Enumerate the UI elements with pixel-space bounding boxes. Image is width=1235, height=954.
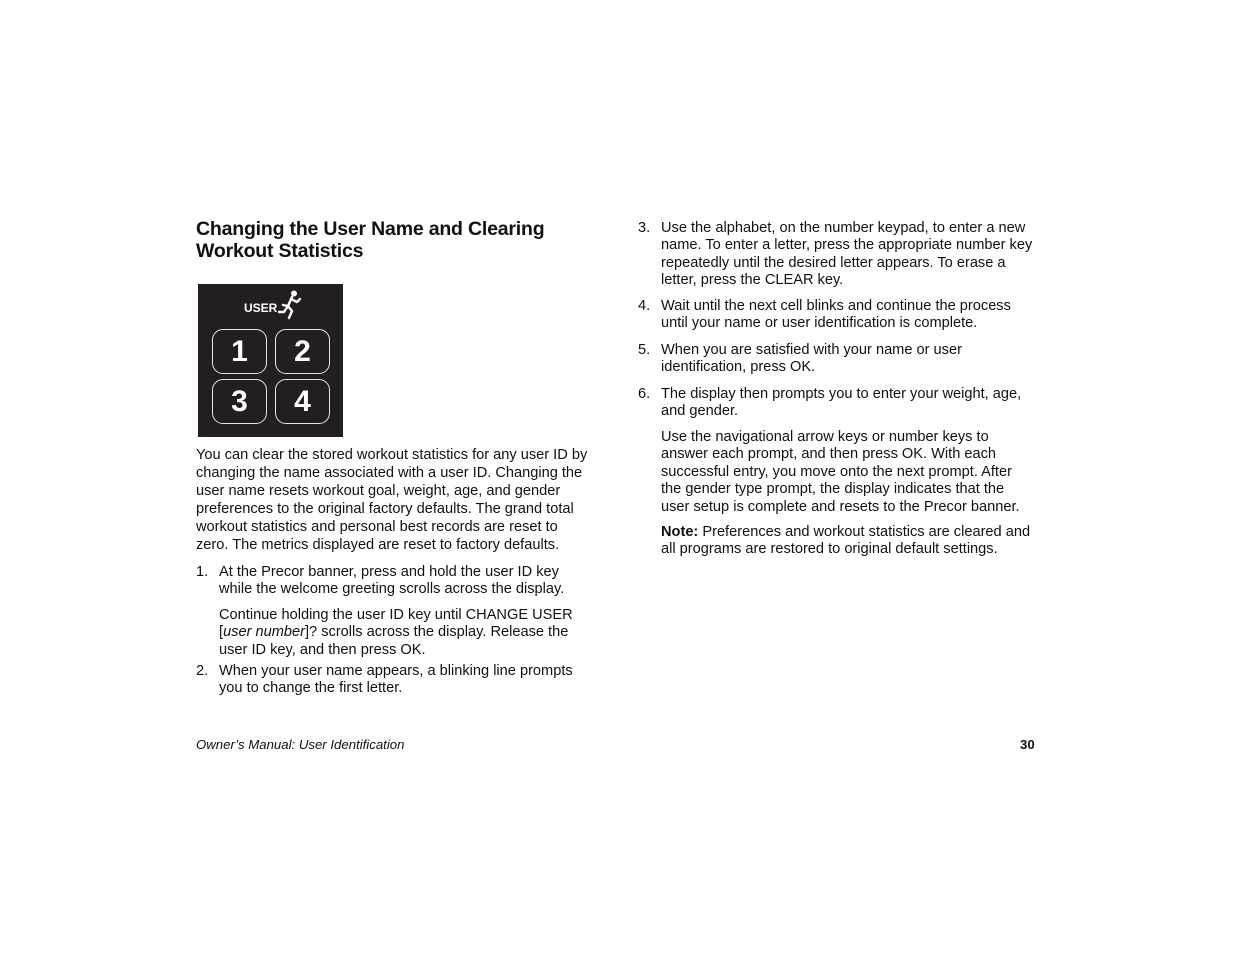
- step-number: 5.: [638, 342, 651, 358]
- heading-line-1: Changing the User Name and Clearing: [196, 218, 545, 240]
- user-keypad-illustration: [198, 284, 343, 437]
- step-number: 6.: [638, 386, 651, 402]
- step-line: Continue holding the user ID key until CHANGE USER: [219, 607, 573, 623]
- step-line: name. To enter a letter, press the appropriate number key: [661, 237, 1033, 254]
- step-line: Use the navigational arrow keys or number keys to: [661, 429, 989, 445]
- step-line: until your name or user identification is complete.: [661, 315, 978, 332]
- step-number: 2.: [196, 663, 209, 679]
- user-number-placeholder: user number: [223, 624, 305, 641]
- intro-line: user name resets workout goal, weight, age, and gender: [196, 482, 561, 499]
- step-line: while the welcome greeting scrolls across the display.: [219, 581, 565, 598]
- step-line: At the Precor banner, press and hold the user ID key: [219, 564, 559, 580]
- step-line: identification, press OK.: [661, 359, 816, 376]
- note-line: all programs are restored to original default settings.: [661, 541, 998, 558]
- note-line: Note: Preferences and workout statistics are cleared and: [661, 524, 1031, 540]
- keypad-key-2: 2: [275, 329, 330, 374]
- note-label: Note:: [661, 524, 699, 540]
- intro-line: preferences to the original factory defaults. The grand total: [196, 500, 574, 517]
- step-number: 1.: [196, 564, 209, 580]
- intro-line: changing the name associated with a user ID. Changing the: [196, 464, 583, 481]
- step-line: repeatedly until the desired letter appears. To erase a: [661, 254, 1006, 271]
- step-line: the gender type prompt, the display indicates that the: [661, 481, 1005, 498]
- keypad-key-4: 4: [275, 379, 330, 424]
- runner-icon: [278, 290, 302, 320]
- section-heading: [196, 218, 596, 262]
- keypad-user-label: USER: [244, 301, 278, 315]
- step-line: Use the alphabet, on the number keypad, to enter a new: [661, 220, 1026, 236]
- intro-line: You can clear the stored workout statistics for any user ID by: [196, 447, 588, 463]
- step-line: When you are satisfied with your name or user: [661, 342, 962, 358]
- step-line: letter, press the CLEAR key.: [661, 272, 844, 289]
- step-line: you to change the first letter.: [219, 680, 403, 697]
- page-number: 30: [1020, 737, 1035, 752]
- step-line: [user number]? scrolls across the display. Release the: [219, 624, 569, 641]
- step-line: answer each prompt, and then press OK. With each: [661, 446, 997, 463]
- intro-paragraph: [196, 447, 596, 554]
- step-line: user setup is complete and resets to the Precor banner.: [661, 498, 1020, 515]
- step-line: and gender.: [661, 403, 739, 420]
- keypad-key-3: 3: [212, 379, 267, 424]
- step-line: When your user name appears, a blinking line prompts: [219, 663, 573, 679]
- keypad-key-1: 1: [212, 329, 267, 374]
- intro-line: workout statistics and personal best records are reset to: [196, 518, 558, 535]
- footer-title: Owner’s Manual: User Identification: [196, 737, 405, 752]
- step-line: Wait until the next cell blinks and continue the process: [661, 298, 1011, 314]
- step-line: The display then prompts you to enter your weight, age,: [661, 386, 1022, 402]
- heading-line-2: Workout Statistics: [196, 240, 364, 262]
- step-number: 4.: [638, 298, 651, 314]
- step-line: user ID key, and then press OK.: [219, 641, 426, 658]
- intro-line: zero. The metrics displayed are reset to factory defaults.: [196, 536, 560, 553]
- step-line: successful entry, you move onto the next prompt. After: [661, 463, 1012, 480]
- step-number: 3.: [638, 220, 651, 236]
